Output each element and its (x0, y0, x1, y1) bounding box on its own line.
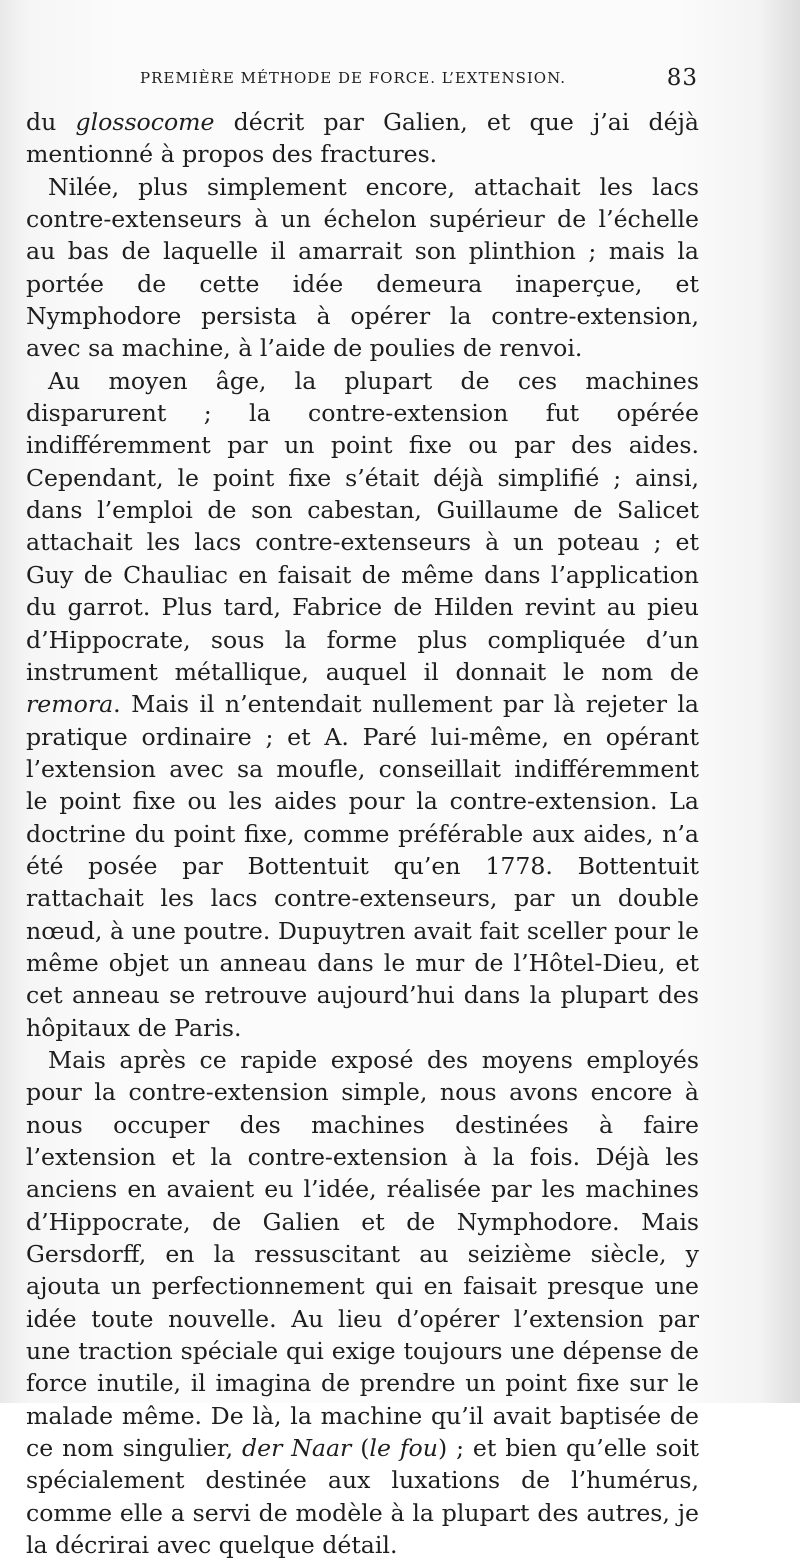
term-le-fou: le fou (369, 1434, 438, 1463)
paragraph-1-text-a: du (26, 108, 76, 136)
paragraph-3-text-c: . Mais il n’entendait nullement par là rejeter la pratique ordinaire ; et A. Paré lui-même, en opérant l’extension avec sa moufle, conseillait indifféremment le point fixe ou les aides pour la contre-extension. La doctrine du point fixe, comme préférable aux aides, n’a été posée par Bottentuit qu’en 1778. Bottentuit rattachait les lacs contre-extenseurs, par un double nœud, à une poutre. Dupuytren avait fait sceller pour le même objet un anneau dans le mur de l’Hôtel-Dieu, et cet anneau se retrouve aujourd’hui dans la plupart des hôpitaux de Paris. (26, 690, 699, 1042)
page-number: 83 (666, 65, 698, 91)
term-glossocome: glossocome (75, 108, 215, 136)
term-der-naar: der Naar (242, 1434, 352, 1463)
paragraph-4 (26, 1044, 699, 1561)
paragraph-4-text-a: Mais après ce rapide exposé des moyens employés pour la contre-extension simple, nous avons encore à nous occuper des machines destinées à faire l’extension et la contre-extension à la fois. Déjà les anciens en avaient eu l’idée, réalisée par les machines d’Hippocrate, de Galien et de Nymphodore. Mais Gersdorff, en la ressuscitant au seizième siècle, y ajouta un perfectionnement qui en faisait presque une idée toute nouvelle. Au lieu d’opérer l’extension par une traction spéciale qui exige toujours une dépense de force inutile, il imagina de prendre un point fixe sur le malade même. De là, la machine qu’il avait baptisée de ce nom singulier, (26, 1045, 699, 1463)
page-body (26, 106, 699, 1561)
paragraph-3-text-a: Au moyen âge, la plupart de ces machines disparurent ; la contre-extension fut opérée indifféremment par un point fixe ou par des aides. Cependant, le point fixe s’était déjà simplifié ; ainsi, dans l’emploi de son cabestan, Guillaume de Salicet attachait les lacs contre-extenseurs à un poteau ; et Guy de Chauliac en faisait de même dans l’application du garrot. Plus tard, Fabrice de Hilden revint au pieu d’Hippocrate, sous la forme plus compliquée d’un instrument métallique, auquel il donnait le nom de (26, 366, 699, 686)
term-remora: remora (26, 690, 114, 719)
running-title: PREMIÈRE MÉTHODE DE FORCE. L’EXTENSION. (140, 69, 566, 87)
paragraph-4-text-c: ( (351, 1434, 370, 1463)
paragraph-1 (26, 106, 699, 171)
paragraph-1-text-c: décrit par Galien, et que j’ai déjà mentionné à propos des fractures. (26, 108, 699, 169)
page-header (140, 62, 698, 94)
paragraph-3 (26, 365, 699, 1044)
paragraph-2: Nilée, plus simplement encore, attachait les lacs contre-extenseurs à un échelon supérieur de l’échelle au bas de laquelle il amarrait son plinthion ; mais la portée de cette idée demeura inaperçue, et Nymphodore persista à opérer la contre-extension, avec sa machine, à l’aide de poulies de renvoi. (26, 172, 699, 363)
paragraph-4-text-e: ) ; et bien qu’elle soit spécialement destinée aux luxations de l’humérus, comme elle a servi de modèle à la plupart des autres, je la décrirai avec quelque détail. (26, 1434, 699, 1560)
